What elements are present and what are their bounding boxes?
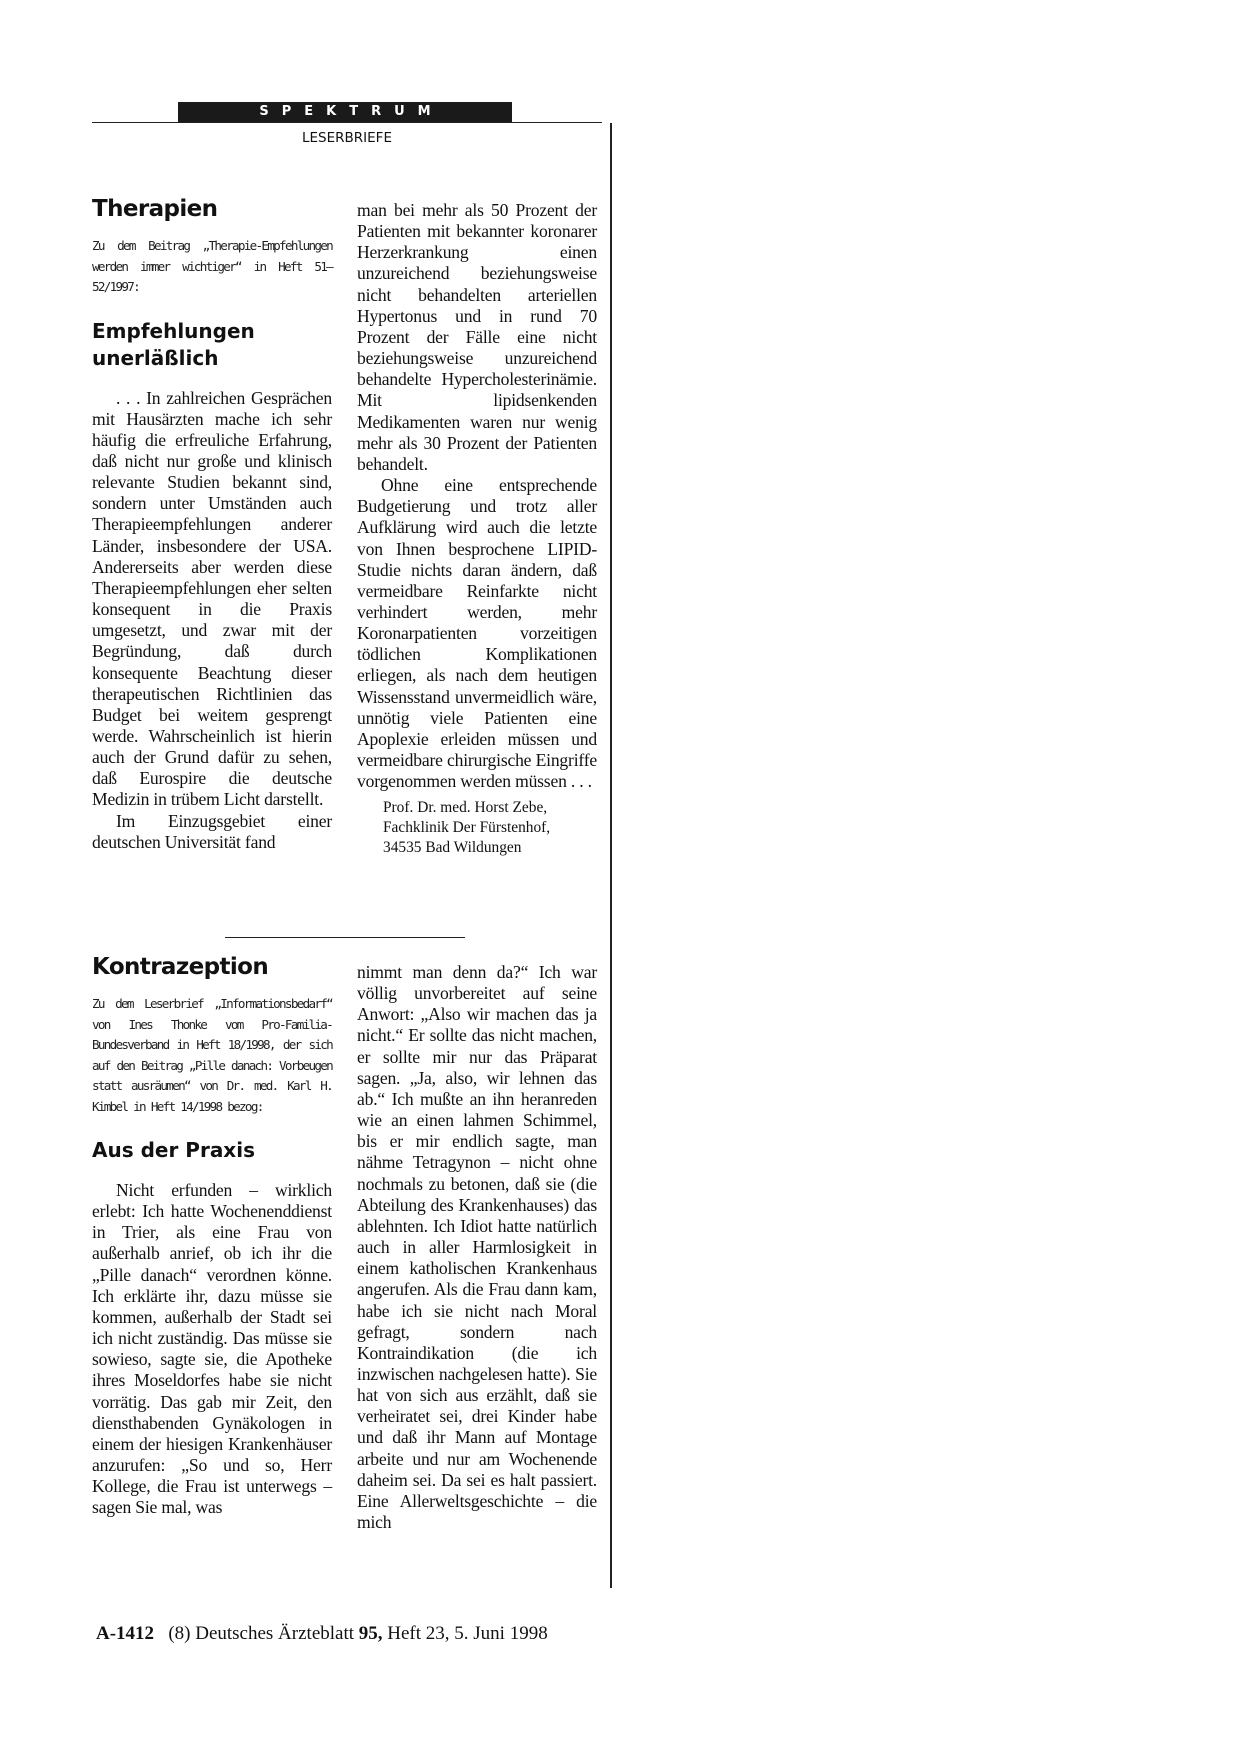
- paragraph: Ohne eine entsprechende Budgetierung und trotz aller Aufklärung wird auch die letzte von Ihnen besprochene LIPID-Studie nichts daran ändern, daß vermeidbare Reinfarkte nicht verhindert werden, mehr Koronarpatienten vorzeitigen tödlichen Komplikationen erliegen, als nach dem heutigen Wissensstand unvermeidlich wäre, unnötig viele Patienten eine Apoplexie erleiden müssen und vermeidbare chirurgische Eingriffe vorgenommen werden müssen . . .: [357, 475, 597, 792]
- article-subheading: Empfehlungen unerläßlich: [92, 318, 255, 370]
- article-therapien-right: [357, 200, 597, 858]
- signature: [357, 798, 597, 858]
- article-separator: [225, 937, 465, 938]
- signature-line: 34535 Bad Wildungen: [383, 839, 522, 857]
- article-kontrazeption-right: [357, 962, 597, 1533]
- article-title: Therapien: [92, 196, 218, 222]
- journal-issue: Heft 23, 5. Juni 1998: [387, 1623, 548, 1644]
- column-divider: [610, 123, 612, 1588]
- paragraph: man bei mehr als 50 Prozent der Patienten mit bekannter koronarer Herzerkrankung einen unzureichend beziehungsweise nicht behandelten arteriellen Hypertonus und in rund 70 Prozent der Fälle eine nicht beziehungsweise unzureichend behandelte Hypercholesterinämie. Mit lipidsenkenden Medikamenten waren nur wenig mehr als 30 Prozent der Patienten behandelt.: [357, 200, 597, 474]
- paragraph: . . . In zahlreichen Gesprächen mit Hausärzten mache ich sehr häufig die erfreuliche Erfahrung, daß nicht nur große und klinisch relevante Studien bekannt sind, sondern unter Umständen auch Therapieempfehlungen anderer Länder, insbesondere der USA. Andererseits aber werden diese Therapieempfehlungen eher selten konsequent in die Praxis umgesetzt, und zwar mit der Begründung, daß durch konsequente Beachtung dieser therapeutischen Richtlinien das Budget bei weitem gesprengt werde. Wahrscheinlich ist hierin auch der Grund dafür zu sehen, daß Eurospire die deutsche Medizin in trübem Licht darstellt.: [92, 387, 332, 810]
- header-rule: [92, 122, 602, 123]
- section-subtitle: LESERBRIEFE: [302, 130, 392, 146]
- journal-volume: 95,: [358, 1623, 383, 1644]
- article-body: [92, 388, 332, 853]
- paragraph: Im Einzugsgebiet einer deutschen Universität fand: [92, 810, 332, 852]
- signature-line: Fachklinik Der Fürstenhof,: [383, 819, 551, 837]
- page-footer: [96, 1623, 548, 1645]
- journal-name: Deutsches Ärzteblatt: [195, 1623, 355, 1644]
- article-kontrazeption-left: [92, 954, 332, 1519]
- article-subheading: Aus der Praxis: [92, 1138, 255, 1162]
- article-therapien-left: [92, 196, 332, 853]
- page-index: (8): [168, 1623, 191, 1644]
- paragraph: Nicht erfunden – wirklich erlebt: Ich hatte Wochenenddienst in Trier, als eine Frau von außerhalb anrief, ob ich ihr die „Pille danach“ verordnen könne. Ich erklärte ihr, dazu müsse sie kommen, außerhalb der Stadt sei ich nicht zuständig. Das müsse sie sowieso, sagte sie, die Apotheke ihres Moseldorfes habe sie nicht vorrätig. Das gab mir Zeit, den diensthabenden Gynäkologen in einem der hiesigen Krankenhäuser anzurufen: „So und so, Herr Kollege, die Frau ist unterwegs – sagen Sie mal, was: [92, 1180, 332, 1518]
- paragraph: nimmt man denn da?“ Ich war völlig unvorbereitet auf seine Anwort: „Also wir machen das ja nicht.“ Er sollte das nicht machen, er sollte mir nur das Präparat sagen. „Ja, also, wir lehnen das ab.“ Ich mußte an ihn heranreden wie an einen lahmen Schimmel, bis er mir endlich sagte, man nähme Tetragynon – nicht ohne nochmals zu betonen, daß sie (die Abteilung des Krankenhauses) das ablehnten. Ich Idiot hatte natürlich auch in aller Harmlosigkeit in einem katholischen Krankenhaus angerufen. Als die Frau dann kam, habe ich sie nicht nach Moral gefragt, sondern nach Kontraindikation (die ich inzwischen nachgelesen hatte). Sie hat von sich aus erzählt, daß sie verheiratet sei, drei Kinder habe und daß ihr Mann auf Montage arbeite und nur am Wochenende daheim sei. Da sei es halt passiert. Eine Allerweltsgeschichte – die mich: [357, 962, 597, 1533]
- article-body: [92, 1180, 332, 1519]
- page-number: A-1412: [96, 1623, 155, 1644]
- signature-line: Prof. Dr. med. Horst Zebe,: [383, 799, 548, 817]
- article-title: Kontrazeption: [92, 954, 269, 980]
- section-banner: SPEKTRUM: [178, 102, 512, 122]
- article-body: [357, 200, 597, 792]
- article-reference: Zu dem Leserbrief „Informationsbedarf“ von Ines Thonke vom Pro-Familia-Bundesverband in Heft 18/1998, der sich auf den Beitrag „Pille danach: Vorbeugen statt ausräumen“ von Dr. med. Karl H. Kimbel in Heft 14/1998 bezog:: [92, 996, 332, 1114]
- article-reference: Zu dem Beitrag „Therapie-Empfehlungen werden immer wichtiger“ in Heft 51–52/1997:: [92, 238, 332, 294]
- article-body: [357, 962, 597, 1533]
